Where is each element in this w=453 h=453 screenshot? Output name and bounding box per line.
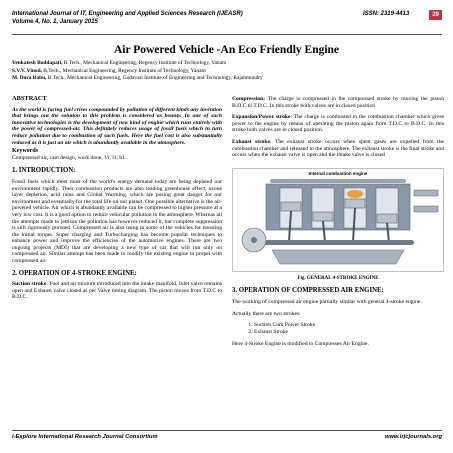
list-item: 1. Suction Cum Power Stroke	[254, 322, 444, 329]
abstract-text: As the world is facing fuel crises compounded by pollution of different kinds any invention that brings out the solution to this problem is considered as bounty. In one of such innovative technologies is the development of new kind of engine which runs entirely with the power of compressed-air. This definitely reduces usage of fossil fuels which in turn reduce pollution due to combustion of such fuels. Here the fuel cost is also substantially reduced as it is just an air which is abundantly available in the atmosphere.	[12, 106, 222, 146]
intro-paragraph: Fossil fuels which meet most of the world's energy demand today are being depleted our environment rapidly. Their combustion products are also leading greenhouse effect, ozone layer depletion, acid rains and Global Warming, which are posing great danger for our environment and eventually for the total life on our planet. One possible alternative is the air-powered vehicle. Air which is abundantly available can be compressed to higher pressure at a very low cost. It is a good option to reduce vehicular pollution in the atmosphere. Whereas all the attempts made to jettison the pollution has however reduced it, but complete suppression is still rigorously pursued. Compressed air is also using in some of the vehicles for boosting the initial torque. Super charging and Turbocharging has become popular techniques to enhance power and improve the efficiencies of the automotive engines. There are two ongoing projects (MDI) that are developing a new type of car that will run only on compressed air. Similar attempt has been made to modify the existing engine to propel with compressed air.	[12, 178, 222, 265]
journal-info	[12, 10, 272, 26]
footer-consortium: i-Explore International Research Journal Consortium	[12, 434, 158, 440]
section3-closing: Here 4-Stroke Engine is modified to Compresses Air Engine.	[232, 341, 369, 348]
camshaft	[270, 179, 406, 183]
stroke-list	[232, 322, 444, 336]
list-item: 2. Exhaust Stroke	[254, 329, 444, 336]
strokes-intro: Actually there are two strokes:	[232, 310, 301, 317]
keywords-heading: Keywords	[12, 148, 38, 155]
author-line: M. Dora Babu, B.Tech., Mechanical Engineering, Godavari Institute of Engineering and Technology, Rajahmundry	[12, 75, 263, 82]
intro-heading: 1. INTRODUCTION:	[12, 167, 76, 175]
author-line: S.V.V. Vinod, B.Tech., Mechanical Engineering, Regency Institute of Technology, Yanam	[12, 67, 206, 74]
author-list	[12, 60, 442, 83]
page-footer	[12, 434, 442, 440]
exhaust-manifold	[414, 206, 438, 212]
piston	[281, 202, 301, 211]
oil-pan	[272, 250, 404, 264]
compression-paragraph: Compression: The charge is compressed in the compressed stroke by moving the piston B.D.C to T.D.C. In this stroke both valves are in closed position	[232, 96, 444, 109]
header-divider	[12, 34, 442, 35]
keywords-text: Compressed air, cam design, work done, Vr, l1, b1.	[12, 154, 127, 161]
piston	[345, 199, 365, 208]
right-column	[232, 96, 444, 353]
combustion-flame	[347, 190, 363, 198]
intake-manifold	[414, 190, 438, 196]
exhaust-paragraph: Exhaust stroke: The exhaust stroke occurs when spent gases are expelled from the combustion chamber and released to the atmosphere. The exhaust stroke is the final stroke and occurs when the exhaust valve is open and the intake valve is closed	[232, 138, 444, 159]
journal-volume: Volume 4, No. 1, January 2015	[12, 19, 98, 25]
journal-name: International Journal of IT, Engineering and Applied Sciences Research (IJEASR)	[12, 11, 243, 17]
page-number-badge: 29	[429, 10, 442, 20]
abstract-heading: ABSTRACT	[12, 95, 47, 102]
suction-paragraph: Suction stroke: Fuel and air mixture introduced into the intake manifold. Inlet valve remains open and Exhaust valve closed as per Valve timing diagram. The piston moves from T.D.C to B.D.C.	[12, 281, 222, 301]
section3-heading: 3. OPERATION OF COMPRESSED AIR ENGINE:	[232, 286, 384, 294]
figure-title: Internal combustion engine	[308, 170, 368, 176]
section2-heading: 2. OPERATION OF 4-STROKE ENGINE:	[12, 269, 137, 277]
piston	[313, 212, 333, 221]
figure-caption: Fig. GENERAL 4-STROKE ENGINE	[297, 276, 379, 282]
author-line: Venkatesh Boddapati, B.Tech., Mechanical Engineering, Regency Institute of Technology, Yanam	[12, 60, 227, 66]
engine-figure	[232, 168, 444, 272]
footer-url: www.irjcjournals.org	[384, 434, 442, 440]
piston	[377, 214, 397, 223]
page-header	[12, 10, 442, 26]
crankshaft	[262, 240, 414, 245]
left-column	[12, 96, 222, 306]
paper-title: Air Powered Vehicle -An Eco Friendly Engine	[113, 44, 340, 56]
section3-paragraph: The working of compressed air engine partially similar with general 4-stroke engine.	[232, 298, 422, 305]
issn: ISSN: 2319-4413	[362, 11, 410, 17]
footer-divider	[12, 430, 442, 431]
expansion-paragraph: Expansion/Power stroke: The charge is combusted in the combustion chamber which gives power to the engine by means of operating the piston again from T.D.C to B.D.C. In this stroke both valves are in closed position.	[232, 114, 444, 134]
